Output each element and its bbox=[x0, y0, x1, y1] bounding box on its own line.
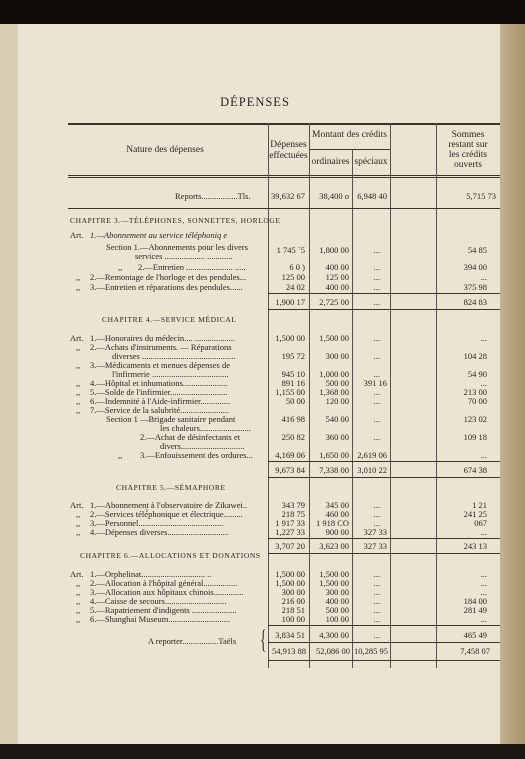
ch4-spec-3: ... bbox=[373, 369, 380, 379]
ch4-line-8: 6.—Indemnité à l'Aide-infirmier.............. bbox=[90, 396, 231, 406]
reporter-rule bbox=[268, 642, 500, 643]
ch5-ord-3: 1 918 CO bbox=[315, 518, 349, 528]
ch6-total-dep: 3,834 51 bbox=[275, 630, 305, 640]
ch6-total-ord: 4,300 00 bbox=[319, 630, 349, 640]
ch4-quote-3: ,, bbox=[76, 360, 81, 370]
ch6-rest-3: ... bbox=[480, 587, 487, 597]
reporter-som: 7,458 07 bbox=[460, 646, 490, 656]
ch4-ord-9: 1,650 00 bbox=[319, 450, 349, 460]
ch4-spec-5: ... bbox=[373, 387, 380, 397]
ch3-quote-3: ,, bbox=[76, 282, 81, 292]
reports-rule bbox=[68, 208, 500, 209]
ch6-ord-4: 400 00 bbox=[325, 596, 349, 606]
ch4-total-spec: 3,010 22 bbox=[357, 465, 387, 475]
ch3-spec-3: ... bbox=[373, 272, 380, 282]
ch5-line-4: 4.—Dépenses diverses............................. bbox=[90, 527, 230, 537]
ch6-total-som: 465 49 bbox=[463, 630, 487, 640]
ch5-line-2: 2.—Services télé̀phonique et électrique......... bbox=[90, 509, 243, 519]
brace-symbol: { bbox=[260, 625, 267, 654]
ch6-art: Art. bbox=[70, 569, 84, 579]
montant-divider bbox=[309, 149, 390, 150]
ch6-ord-6: 100 00 bbox=[325, 614, 349, 624]
ch4-ord-3: 1,000 00 bbox=[319, 369, 349, 379]
ch5-spec-3: ... bbox=[373, 518, 380, 528]
ch4-quote-7: ,, bbox=[76, 405, 81, 415]
header-sommes-2: restant sur bbox=[448, 140, 488, 150]
ch6-dep-2: 1,500 00 bbox=[275, 578, 305, 588]
ch5-quote-3: ,, bbox=[76, 518, 81, 528]
reporter-dep: 54,913 88 bbox=[272, 646, 306, 656]
ch4-line-13: divers.............................. bbox=[160, 441, 245, 451]
book-gutter bbox=[500, 24, 525, 744]
ch6-dep-3: 300 00 bbox=[281, 587, 305, 597]
ch3-rest-1: 54 85 bbox=[467, 245, 487, 255]
chapter-3-title: CHAPITRE 3.—TÉLÉPHONES, SONNETTES, HORLOGE bbox=[70, 216, 281, 225]
ch6-dep-6: 100 00 bbox=[281, 614, 305, 624]
ch4-rest-9: ... bbox=[480, 450, 487, 460]
ch5-rest-3: 067 bbox=[474, 518, 487, 528]
header-speciaux: spéciaux bbox=[354, 157, 388, 167]
reports-dep: 39,632 67 bbox=[271, 191, 305, 201]
ch3-total-som: 824 83 bbox=[463, 297, 487, 307]
ch4-rest-1: ... bbox=[480, 333, 487, 343]
ch4-ord-5: 1,368 00 bbox=[319, 387, 349, 397]
ch4-ord-4: 500 00 bbox=[325, 378, 349, 388]
ch6-quote-3: ,, bbox=[76, 587, 81, 597]
ch3-ord-1: 1,800 00 bbox=[319, 245, 349, 255]
ch4-line-14: 3.—Enfouissement des ordures... bbox=[140, 450, 253, 460]
ch5-total-rule bbox=[268, 553, 500, 554]
ch3-art: Art. bbox=[70, 230, 84, 240]
ch3-item-3: 3.—Entretien et réparations des pendules...... bbox=[90, 282, 243, 292]
ch4-ord-7: 540 00 bbox=[325, 414, 349, 424]
ch5-dep-4: 1,227 33 bbox=[275, 527, 305, 537]
ch4-ord-1: 1,500 00 bbox=[319, 333, 349, 343]
ch6-quote-5: ,, bbox=[76, 605, 81, 615]
ch4-quote-2: ,, bbox=[76, 342, 81, 352]
ch6-sum-rule bbox=[268, 625, 500, 626]
ch5-line-3: 3.—Personnel........................................ bbox=[90, 518, 224, 528]
ch5-spec-2: ... bbox=[373, 509, 380, 519]
ch4-rest-2: 104 28 bbox=[463, 351, 487, 361]
ch5-quote-2: ,, bbox=[76, 509, 81, 519]
ch4-spec-2: ... bbox=[373, 351, 380, 361]
ch4-line-2: 2.—Achats d'instruments. — Réparations bbox=[90, 342, 232, 352]
ch5-total-spec: 327 33 bbox=[363, 541, 387, 551]
ch3-dep-4: 24 02 bbox=[285, 282, 305, 292]
ch6-rest-4: 184 00 bbox=[463, 596, 487, 606]
ch4-rest-5: 213 00 bbox=[463, 387, 487, 397]
ch4-line-3: diverses ............................................ bbox=[112, 351, 236, 361]
ch5-dep-1: 343 79 bbox=[281, 500, 305, 510]
ch3-quote-s2: ,, bbox=[118, 262, 123, 272]
reports-label: Reports.................Tls. bbox=[175, 191, 251, 201]
ch4-quote-5: ,, bbox=[76, 387, 81, 397]
ch5-total-som: 243 13 bbox=[463, 541, 487, 551]
ch4-line-6: 4.—Hôpital et inhumations..................... bbox=[90, 378, 228, 388]
ch3-ord-2: 400 00 bbox=[325, 262, 349, 272]
ch4-ord-2: 300 00 bbox=[325, 351, 349, 361]
ch4-line-7: 5.—Solde de l'infirmier........................... bbox=[90, 387, 228, 397]
header-sommes-3: les crédits bbox=[448, 150, 488, 160]
ch5-spec-4: 327 33 bbox=[363, 527, 387, 537]
ch4-spec-8: ... bbox=[373, 432, 380, 442]
reports-som: 5,715 73 bbox=[466, 191, 496, 201]
ch4-spec-1: ... bbox=[373, 333, 380, 343]
reporter-label: A reporter.................Taëls bbox=[148, 636, 237, 646]
ch3-dep-2: 6 0 ) bbox=[289, 262, 305, 272]
ch4-total-dep: 9,673 84 bbox=[275, 465, 305, 475]
ch4-line-5: l'infirmerie .................................... bbox=[112, 369, 229, 379]
reports-ord: 38,400 o bbox=[319, 191, 349, 201]
ch4-dep-4: 891 16 bbox=[281, 378, 305, 388]
ch5-rest-2: 241 25 bbox=[463, 509, 487, 519]
ch3-dep-1: 1 745 `5 bbox=[276, 245, 305, 255]
ch6-rest-6: ... bbox=[480, 614, 487, 624]
ch6-spec-5: ... bbox=[373, 605, 380, 615]
header-nature: Nature des dépenses bbox=[126, 145, 204, 155]
ch4-dep-1: 1,500 00 bbox=[275, 333, 305, 343]
ch4-line-11: les chaleurs........................ bbox=[160, 423, 251, 433]
ch4-quote-4: ,, bbox=[76, 378, 81, 388]
ch3-rest-2: 394 00 bbox=[463, 262, 487, 272]
ch6-dep-5: 218 51 bbox=[281, 605, 305, 615]
ch4-line-4: 3.—Médicaments et menues dépenses de bbox=[90, 360, 230, 370]
ch3-spec-2: ... bbox=[373, 262, 380, 272]
ch6-spec-3: ... bbox=[373, 587, 380, 597]
ch6-dep-1: 1,500 00 bbox=[275, 569, 305, 579]
ch6-ord-3: 300 00 bbox=[325, 587, 349, 597]
chapter-6-title: CHAPITRE 6.—ALLOCATIONS ET DONATIONS bbox=[80, 551, 261, 560]
ch4-dep-7: 416 98 bbox=[281, 414, 305, 424]
ch5-line-1: 1.—Abonnement à l'observatoire de Zikawei.. bbox=[90, 500, 248, 510]
ch4-spec-7: ... bbox=[373, 414, 380, 424]
header-depenses-2: effectuées bbox=[269, 151, 308, 161]
ch4-ord-6: 120 00 bbox=[325, 396, 349, 406]
ch6-line-4: 4.—Caisse de secours............................. bbox=[90, 596, 227, 606]
ch6-ord-2: 1,500 00 bbox=[319, 578, 349, 588]
col-line-4 bbox=[390, 123, 391, 668]
ch6-line-5: 5.—Rapatriement d'indigents ..................... bbox=[90, 605, 237, 615]
ch5-ord-1: 345 00 bbox=[325, 500, 349, 510]
ch3-total-rule bbox=[268, 309, 500, 310]
ch6-quote-6: ,, bbox=[76, 614, 81, 624]
ch4-line-9: 7.—Service de la salubrité....................... bbox=[90, 405, 230, 415]
ch4-dep-3: 945 10 bbox=[281, 369, 305, 379]
ch3-total-spec: ... bbox=[373, 297, 380, 307]
ch6-spec-6: ... bbox=[373, 614, 380, 624]
ch5-dep-2: 218 75 bbox=[281, 509, 305, 519]
ch4-ord-8: 360 00 bbox=[325, 432, 349, 442]
reporter-spec: 10,285 95 bbox=[354, 646, 388, 656]
ch4-rest-7: 123 02 bbox=[463, 414, 487, 424]
ch4-dep-8: 250 82 bbox=[281, 432, 305, 442]
ch5-dep-3: 1 917 33 bbox=[275, 518, 305, 528]
ch3-rest-3: ... bbox=[480, 272, 487, 282]
ch3-rest-4: 375 98 bbox=[463, 282, 487, 292]
ch6-line-2: 2.—Allocation à l'hôpital général................ bbox=[90, 578, 238, 588]
page-title: DÉPENSES bbox=[220, 95, 290, 109]
ch4-line-10: Section 1 —Brigade sanitaire pendant bbox=[106, 414, 236, 424]
ch3-section-1a: Section 1.—Abonnements pour les divers bbox=[106, 242, 248, 252]
ch5-quote-4: ,, bbox=[76, 527, 81, 537]
ch3-spec-1: ... bbox=[373, 245, 380, 255]
ch4-line-12: 2.—Achat de désinfectants et bbox=[140, 432, 241, 442]
ch4-dep-6: 50 00 bbox=[285, 396, 305, 406]
ch5-sum-rule bbox=[268, 538, 500, 539]
ch4-total-rule bbox=[268, 477, 500, 478]
ch5-total-ord: 3,623 00 bbox=[319, 541, 349, 551]
ch5-spec-1: ... bbox=[373, 500, 380, 510]
ch6-ord-1: 1,500 00 bbox=[319, 569, 349, 579]
ch4-rest-3: 54 90 bbox=[467, 369, 487, 379]
ch6-rest-5: 281 49 bbox=[463, 605, 487, 615]
ch4-total-som: 674 38 bbox=[463, 465, 487, 475]
chapter-4-title: CHAPITRE 4.—SERVICE MÉDICAL bbox=[102, 315, 237, 324]
ch3-quote-2: ,, bbox=[76, 272, 81, 282]
ch5-ord-4: 900 00 bbox=[325, 527, 349, 537]
bottom-dark-band bbox=[0, 744, 525, 759]
ch3-dep-3: 125 00 bbox=[281, 272, 305, 282]
ch4-spec-6: ... bbox=[373, 396, 380, 406]
ch4-line-1: 1.—Honoraires du médecin.... ................... bbox=[90, 333, 236, 343]
ch4-quote-6: ,, bbox=[76, 396, 81, 406]
ch5-rest-4: ... bbox=[480, 527, 487, 537]
ch6-quote-4: ,, bbox=[76, 596, 81, 606]
ch3-item-1: 1.—Abonnement au service téléphoniq e bbox=[90, 230, 228, 240]
left-page-edge bbox=[0, 24, 18, 744]
ch6-spec-1: ... bbox=[373, 569, 380, 579]
header-sommes-4: ouverts bbox=[454, 160, 482, 170]
ch4-dep-2: 195 72 bbox=[281, 351, 305, 361]
ch3-item-2: 2.—Remontage de l'horloge et des pendules... bbox=[90, 272, 247, 282]
ch4-dep-9: 4,169 06 bbox=[275, 450, 305, 460]
header-ordinaires: ordinaires bbox=[311, 157, 350, 167]
chapter-5-title: CHAPITRE 5.—SÉMAPHORE bbox=[116, 483, 226, 492]
ch4-rest-4: ... bbox=[480, 378, 487, 388]
reporter-ord: 52,086 00 bbox=[316, 646, 350, 656]
ch6-rest-2: ... bbox=[480, 578, 487, 588]
ch3-total-ord: 2,725 00 bbox=[319, 297, 349, 307]
ch4-spec-9: 2,619 06 bbox=[357, 450, 387, 460]
ch3-ord-4: 400 00 bbox=[325, 282, 349, 292]
header-sommes-1: Sommes bbox=[451, 130, 485, 140]
top-dark-band bbox=[0, 0, 525, 24]
ch6-spec-4: ... bbox=[373, 596, 380, 606]
ch3-ord-3: 125 00 bbox=[325, 272, 349, 282]
ch4-rest-8: 109 18 bbox=[463, 432, 487, 442]
ch5-ord-2: 460 00 bbox=[325, 509, 349, 519]
ch6-dep-4: 216 00 bbox=[281, 596, 305, 606]
ch4-dep-5: 1,155 00 bbox=[275, 387, 305, 397]
ch3-spec-4: ... bbox=[373, 282, 380, 292]
ch4-spec-4: 391 16 bbox=[363, 378, 387, 388]
ch6-line-1: 1.—Orphelinat.............................. .. bbox=[90, 569, 212, 579]
ch4-rest-6: 70 00 bbox=[467, 396, 487, 406]
ch6-rest-1: ... bbox=[480, 569, 487, 579]
ch4-quote-s3: ,, bbox=[118, 450, 123, 460]
ch5-rest-1: 1 21 bbox=[472, 500, 487, 510]
ch6-line-3: 3.—Allocation aux hôpitaux chinois.............. bbox=[90, 587, 244, 597]
footer-rule bbox=[268, 660, 500, 661]
ch5-art: Art. bbox=[70, 500, 84, 510]
ch4-art: Art. bbox=[70, 333, 84, 343]
reports-spec: 6,948 40 bbox=[357, 191, 387, 201]
ch6-line-6: 6.—Shanghai Museum............................. bbox=[90, 614, 231, 624]
ch6-total-spec: ... bbox=[373, 630, 380, 640]
ch3-section-1b: services ................... ............ bbox=[135, 251, 233, 261]
header-depenses-1: Dépenses bbox=[270, 140, 307, 150]
ch3-total-dep: 1,900 17 bbox=[275, 297, 305, 307]
ch3-sum-rule bbox=[268, 293, 500, 294]
ch4-total-ord: 7,338 00 bbox=[319, 465, 349, 475]
ch6-quote-2: ,, bbox=[76, 578, 81, 588]
ch4-sum-rule bbox=[268, 461, 500, 462]
ch5-total-dep: 3,707 20 bbox=[275, 541, 305, 551]
header-montant: Montant des crédits bbox=[312, 130, 387, 140]
ch3-section-2: 2.—Entretien ...................... ..... bbox=[138, 262, 246, 272]
ch6-ord-5: 500 00 bbox=[325, 605, 349, 615]
ch6-spec-2: ... bbox=[373, 578, 380, 588]
